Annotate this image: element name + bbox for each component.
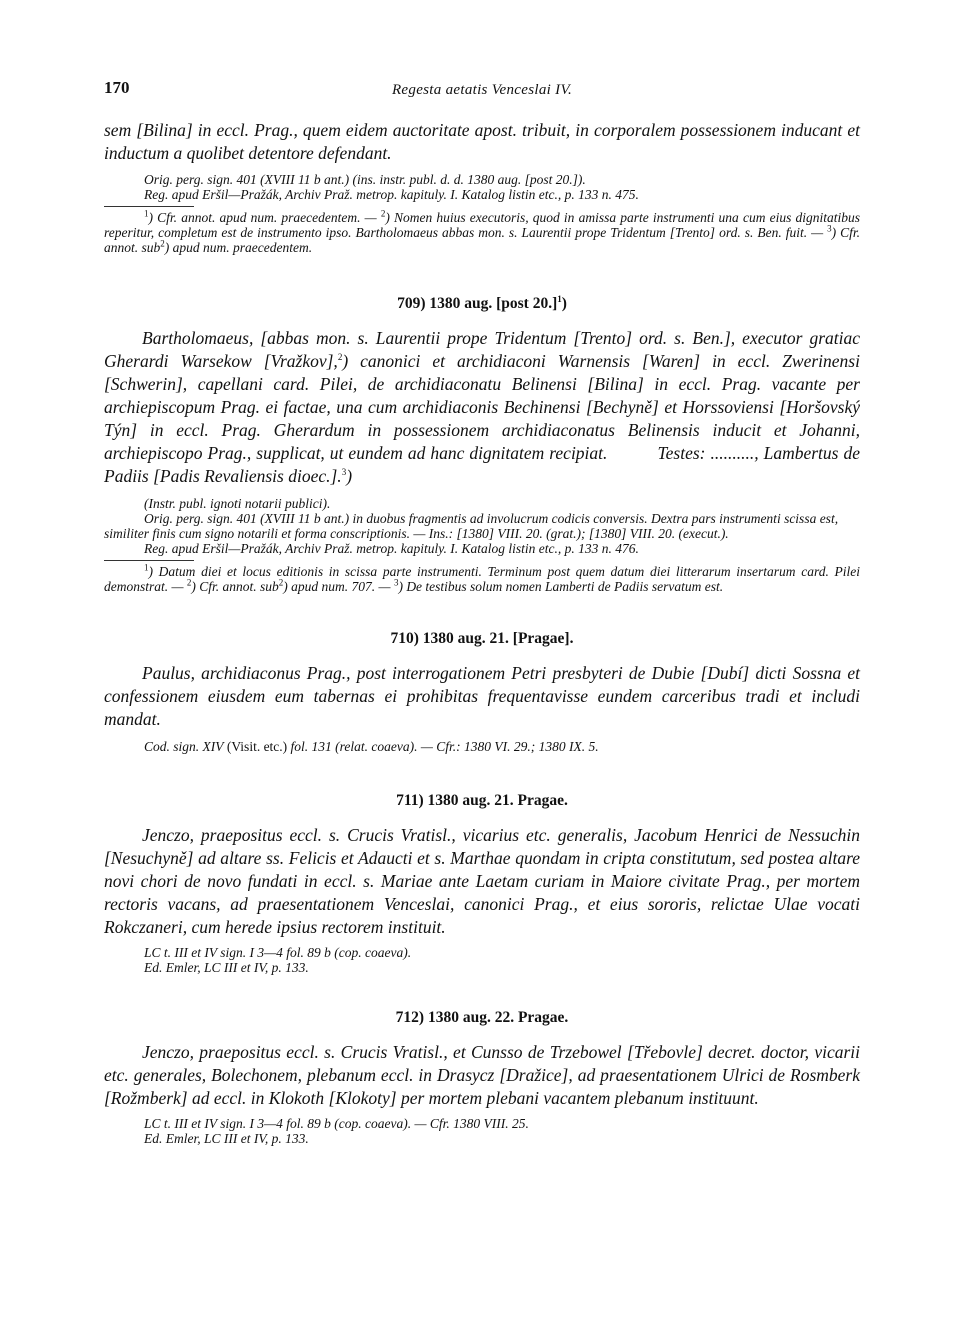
entry-709-orig: Orig. perg. sign. 401 (XVIII 11 b ant.) in duobus fragmentis ad involucrum codicis conversis. Dextra pars instrumenti scissa est, similiter finis cum signo notarili et forma conscriptionis. — Ins.: [1380] VIII. 20. (grat.); [1380] VIII. 20. (execut.). [104, 511, 839, 541]
running-title: Regesta aetatis Venceslai IV. [391, 82, 573, 98]
prev-source-reg: Reg. apud Eršil—Pražák, Archiv Praž. metrop. kapituly. I. Katalog listin etc., p. 133 n. 475. [144, 187, 639, 202]
entry-711-source-ed: Ed. Emler, LC III et IV, p. 133. [144, 960, 309, 975]
entry-709-instr: (Instr. publ. ignoti notarii publici). [144, 496, 331, 511]
entry-712-heading: 712) 1380 aug. 22. Pragae. [395, 1009, 569, 1026]
entry-711-source-lc: LC t. III et IV sign. I 3—4 fol. 89 b (cop. coaeva). [144, 945, 412, 960]
entry-711-text: Jenczo, praepositus eccl. s. Crucis Vratisl., vicarius etc. generalis, Jacobum Henrici de Nessuchin [Nesuchyně] ad altare ss. Felicis et Adaucti et s. Marthae quondam in cripta constitutum, sed postea altare novi chori de novo fundati in eccl. s. Mariae ante Laetam curiam in Maiore civitate Prag., per mortem rectoris vacans, ad praesentationem Venceslai, canonici Prag., et eius sororis, relictae Ulae vocati Rokczaneri, cum herede ipsius rectorem instituit. [104, 825, 860, 937]
entry-709-heading: 709) 1380 aug. [post 20.]$^1$) [397, 293, 567, 312]
entry-711-heading: 711) 1380 aug. 21. Pragae. [396, 792, 568, 809]
entry-710-source: Cod. sign. XIV (Visit. etc.) fol. 131 (relat. coaeva). — Cfr.: 1380 VI. 29.; 1380 IX. 5. [144, 739, 599, 754]
footnote-rule [104, 560, 194, 561]
footnote-rule [104, 206, 194, 207]
prev-source-orig: Orig. perg. sign. 401 (XVIII 11 b ant.) (ins. instr. publ. d. d. 1380 aug. [post 20.]). [144, 172, 586, 187]
page-number: 170 [104, 78, 130, 97]
entry-710-text: Paulus, archidiaconus Prag., post interrogationem Petri presbyteri de Dubie [Dubí] dicti Sossna et confessionem eiusdem eum tabernas ei prohibitas frequentavisse eundem carceribus tradi et includi mandat. [104, 663, 860, 729]
entry-709-text: Bartholomaeus, [abbas mon. s. Laurentii prope Tridentum [Trento] ord. s. Ben.], executor gratiac Gherardi Warsekow [Vražkov],$^2$) canonici et archidiaconi Warnensis [Waren] in eccl. Zwerinensi [Schwerin], capellani card. Pilei, de archidiaconatu Belinensi [Bilina] in eccl. Prag. vacante per archiepiscopum Prag. ei factae, una cum archidiaconis Bechinensi [Bechyně] et Horssoviensi [Horšovský Týn] in eccl. Prag. Gherardum in possessionem archidiaconatus Belinensis inducit et Johanni, archiepiscopo Prag., supplicat, ut eundem ad hanc dignitatem recipiat. Testes: .........., Lambertus de Padiis [Padis Revaliensis dioec.].$^3$) [104, 328, 861, 486]
entry-710-heading: 710) 1380 aug. 21. [Pragae]. [390, 630, 574, 647]
running-header [104, 78, 860, 108]
entry-712-source-lc: LC t. III et IV sign. I 3—4 fol. 89 b (cop. coaeva). — Cfr. 1380 VIII. 25. [144, 1116, 529, 1131]
entry-712-source-ed: Ed. Emler, LC III et IV, p. 133. [144, 1131, 309, 1146]
entry-709-reg: Reg. apud Eršil—Pražák, Archiv Praž. metrop. kapituly. I. Katalog listin etc., p. 133 n. 476. [144, 541, 639, 556]
prev-footnotes: $^1$) Cfr. annot. apud num. praecedentem. — $^2$) Nomen huius executoris, quod in amissa parte instrumenti una cum eius dignitatibus reperitur, completum est de instrumento ipso. Bartholomaeus abbas mon. s. Laurentii prope Tridentum [Trento] ord. s. Ben. fuit. — $^3$) Cfr. annot. sub$^2$) apud num. praecedentem. [104, 208, 861, 255]
entry-709-footnotes: $^1$) Datum diei et locus editionis in scissa parte instrumenti. Terminum post quem datum diei litterarum insertarum card. Pilei demonstrat. — $^2$) Cfr. annot. sub$^2$) apud num. 707. — $^3$) De testibus solum nomen Lamberti de Padiis servatum est. [104, 562, 860, 594]
entry-712-text: Jenczo, praepositus eccl. s. Crucis Vratisl., et Cunsso de Trzebowel [Třebovle] decret. doctor, vicarii etc. generales, Bolechonem, plebanum eccl. in Drasycz [Dražice], ad praesentationem Ulrici de Rosmberk [Rožmberk] ad eccl. in Klokoth [Klokoty] per mortem plebani vacantem plebanum instituunt. [104, 1042, 860, 1108]
page [104, 78, 860, 1146]
prev-entry-text: sem [Bilina] in eccl. Prag., quem eidem auctoritate apost. tribuit, in corporalem possessionem inducant et inductum a quolibet detentore defendant. [104, 120, 860, 163]
